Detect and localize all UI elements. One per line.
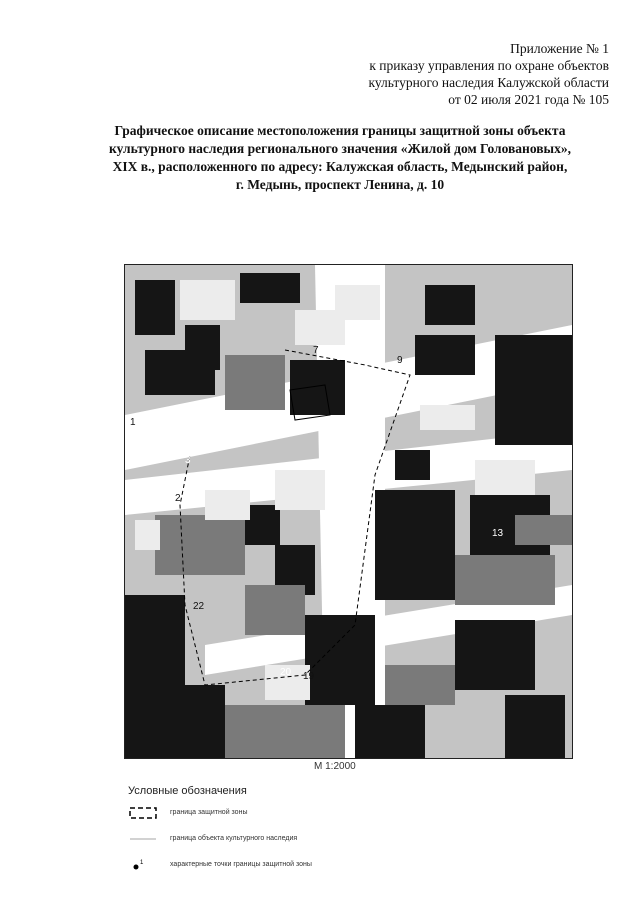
legend-label-characteristic-points: характерные точки границы защитной зоны xyxy=(170,861,312,868)
title-line-3: XIX в., расположенного по адресу: Калужская область, Медынский район, xyxy=(112,159,568,174)
object-boundary-symbol xyxy=(128,832,160,846)
legend-item-zone-boundary xyxy=(128,806,388,822)
authority-name: культурного наследия Калужской области xyxy=(368,75,609,90)
point-marker-icon xyxy=(128,858,160,872)
point-marker-number: 1 xyxy=(140,860,144,866)
point-label-7: 7 xyxy=(313,345,319,356)
point-label-9: 9 xyxy=(397,355,403,366)
point-label-13: 13 xyxy=(492,528,504,539)
point-label-19: 19 xyxy=(303,671,315,682)
order-reference: к приказу управления по охране объектов xyxy=(369,58,609,73)
legend-item-object-boundary xyxy=(128,832,388,848)
legend-label-object-boundary: граница объекта культурного наследия xyxy=(170,835,298,842)
map-scale: М 1:2000 xyxy=(314,761,356,772)
point-label-15: 15 xyxy=(463,607,475,618)
approval-header xyxy=(309,40,609,108)
legend-label-zone-boundary: граница защитной зоны xyxy=(170,809,248,816)
aerial-map xyxy=(124,264,573,759)
point-label-1: 1 xyxy=(130,417,136,428)
point-label-10: 10 xyxy=(437,379,449,390)
title-line-2: культурного наследия регионального значения «Жилой дом Головановых», xyxy=(109,141,571,156)
point-label-20: 20 xyxy=(280,667,292,678)
title-line-4: г. Медынь, проспект Ленина, д. 10 xyxy=(235,177,445,192)
document-title xyxy=(80,122,600,194)
legend-title: Условные обозначения xyxy=(128,785,247,797)
legend-item-characteristic-points xyxy=(128,858,388,874)
title-line-1: Графическое описание местоположения границы защитной зоны объекта xyxy=(114,123,566,138)
zone-boundary-symbol xyxy=(128,806,160,820)
order-date: от 02 июля 2021 года № 105 xyxy=(448,92,609,107)
point-label-2: 2 xyxy=(175,493,181,504)
point-label-22: 22 xyxy=(193,601,205,612)
appendix-number: Приложение № 1 xyxy=(510,41,609,56)
point-label-3: 3 xyxy=(185,455,191,466)
aerial-map-image xyxy=(125,265,572,758)
point-label-8: 8 xyxy=(370,345,376,356)
